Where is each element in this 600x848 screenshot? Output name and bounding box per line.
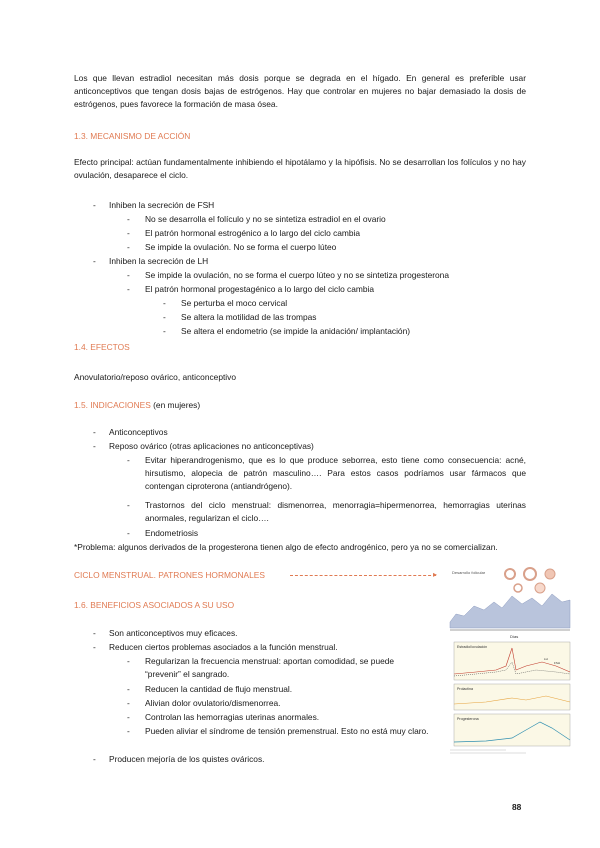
document-page: Los que llevan estradiol necesitan más dosis porque se degrada en el hígado. En general es preferible usar anticonceptivos que tengan dosis bajas de estrógenos. Hay que controlar en mujeres no bajar demasiado la dosis de estrógenos, pues favorece la formación de masa ósea. 1.3. MECANISMO DE ACCIÓN Efecto principal: actúan fundamentalmente inhibiendo el hipotálamo y la hipófisis. No se desarrollan los folículos y no hay ovulación, desaparece el ciclo. - Inhiben la secreción de FSH - No se desarrolla el folículo y no se sintetiza estradiol en el ovario - El patrón hormonal estrogénico a lo largo del ciclo cambia - Se impide la ovulación. No se forma el cuerpo lúteo - Inhiben la secreción de LH - Se impide la ovulación, no se forma el cuerpo lúteo y no se sintetiza progesterona - El patrón hormonal progestagénico a lo largo del ciclo cambia - Se perturba el moco cervical - Se altera la motilidad de las trompas - Se altera el endometrio (se impide la anidación/ implantación) 1.4. EFECTOS Anovulatorio/reposo ovárico, anticonceptivo 1.5. INDICACIONES (en mujeres) - Anticonceptivos - Reposo ovárico (otras aplicaciones no anticonceptivas) - Evitar hiperandrogenismo, que es lo que produce seborrea, esto tiene como consecuencia: acné, hirsutismo, alopecia de patrón masculino…. Para estos casos podríamos usar fármacos que contengan ciproterona (antiandrógeno). - Trastornos del ciclo menstrual: dismenorrea, menorragia=hipermenorrea, hemorragias uterinas anormales, regularizan el ciclo…. - Endometriosis *Problema: algunos derivados de la progesterona tienen algo de efecto androgénico, pero ya no se comercializan. CICLO MENSTRUAL. PATRONES HORMONALES ▸ 1.6. BENEFICIOS ASOCIADOS A SU USO - Son anticonceptivos muy eficaces. - Reducen ciertos problemas asociados a la función menstrual. - Regularizan la frecuencia menstrual: aportan comodidad, se puede “prevenir” el sangrado. - Reducen la cantidad de flujo menstrual. - Alivian dolor ovulatorio/dismenorrea. - Controlan las hemorragias uterinas anormales. - Pueden aliviar el síndrome de tensión premenstrual. Esto no está muy claro. - Producen mejoría de los quistes ováricos. Desarrollo folicular Días Estradiol/ovulación LH FSH Prolactina Progesterona 88 (0, 0, 600, 848)
page-number: 88 (512, 802, 522, 812)
section-heading-efectos: 1.4. EFECTOS (74, 342, 130, 352)
panel-label: Progesterona (457, 717, 479, 721)
intro-paragraph: Los que llevan estradiol necesitan más dosis porque se degrada en el hígado. En general es preferible usar anticonceptivos que tengan dosis bajas de estrógenos. Hay que controlar en mujeres no bajar demasiado la dosis de estrógenos, pues favorece la formación de masa ósea. (74, 73, 526, 110)
follicle-icon (545, 569, 555, 579)
indicacion-subitem: - Trastornos del ciclo menstrual: dismenorrea, menorragia=hipermenorrea, hemorragias uterinas anormales, regularizan el ciclo…. (127, 500, 526, 524)
mecanismo-paragraph: Efecto principal: actúan fundamentalmente inhibiendo el hipotálamo y la hipófisis. No se desarrollan los folículos y no hay ovulación, desaparece el ciclo. (74, 157, 526, 181)
endometrium-shape (450, 594, 570, 628)
panel-label: Estradiol/ovulación (457, 645, 488, 649)
indicaciones-heading-text: 1.5. INDICACIONES (74, 400, 151, 410)
efectos-paragraph: Anovulatorio/reposo ovárico, anticonceptivo (74, 372, 237, 382)
follicle-icon (535, 583, 545, 593)
arrow-line (290, 575, 436, 577)
fsh-tag: FSH (554, 661, 560, 665)
indicaciones-heading-suffix: (en mujeres) (150, 400, 201, 410)
section-heading-beneficios: 1.6. BENEFICIOS ASOCIADOS A SU USO (74, 600, 235, 610)
beneficio-subitem: - Pueden aliviar el síndrome de tensión premenstrual. Esto no está muy claro. (127, 726, 429, 736)
lh-tag: LH (544, 657, 548, 661)
problem-note: *Problema: algunos derivados de la progesterona tienen algo de efecto androgénico, pero ya no se comercializan. (74, 542, 498, 552)
figure-top-label: Desarrollo folicular (452, 570, 486, 575)
follicle-icon (524, 568, 536, 580)
section-heading-indicaciones (74, 399, 526, 412)
beneficio-subitem: - Regularizan la frecuencia menstrual: aportan comodidad, se puede “prevenir” el sangrado. (127, 656, 395, 680)
panel-label: Prolactina (457, 687, 473, 691)
indicacion-subitem: - Evitar hiperandrogenismo, que es lo que produce seborrea, esto tiene como consecuencia: acné, hirsutismo, alopecia de patrón masculino…. Para estos casos podríamos usar fármacos que contengan ciproterona (antiandrógeno). (127, 455, 526, 492)
follicle-icon (505, 569, 515, 579)
hormonal-cycle-figure (446, 566, 576, 756)
section-heading-mecanismo: 1.3. MECANISMO DE ACCIÓN (74, 131, 191, 141)
follicle-icon (514, 584, 522, 592)
cycle-link[interactable]: CICLO MENSTRUAL. PATRONES HORMONALES (74, 570, 265, 580)
days-label: Días (510, 634, 519, 639)
arrow-head-icon: ▸ (433, 570, 438, 579)
